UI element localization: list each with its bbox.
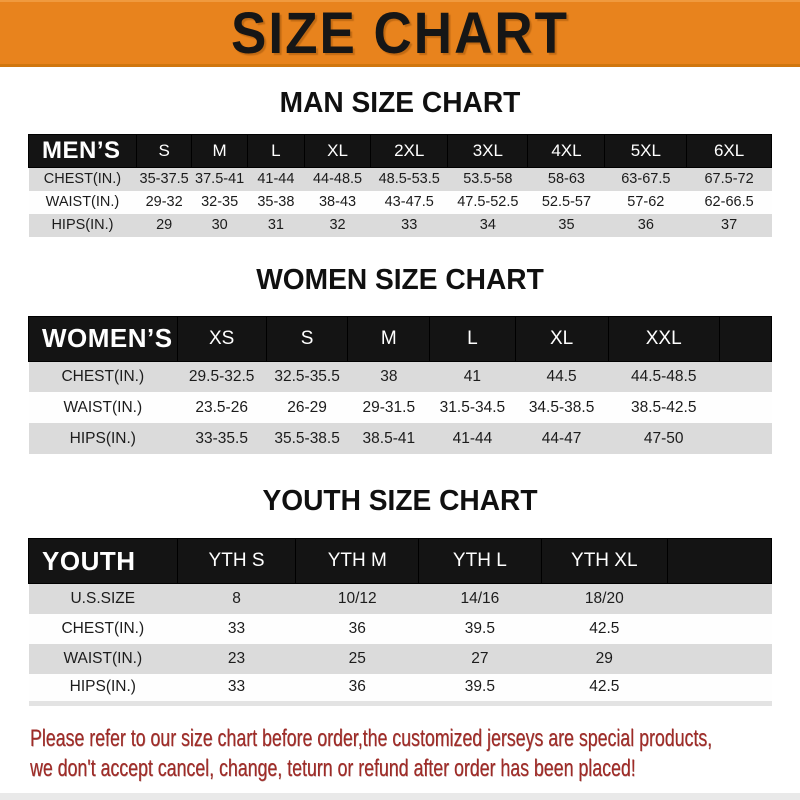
table-header-row bbox=[29, 316, 772, 361]
column-header: 6XL bbox=[687, 135, 772, 168]
size-value: 34.5-38.5 bbox=[515, 392, 608, 423]
size-value: 29-32 bbox=[136, 191, 191, 214]
size-value: 42.5 bbox=[541, 674, 667, 704]
women-section-heading: WOMEN SIZE CHART bbox=[256, 263, 544, 296]
size-value: 31.5-34.5 bbox=[430, 392, 515, 423]
spacer-cell bbox=[667, 584, 771, 614]
table-row bbox=[29, 191, 772, 214]
bottom-edge-strip bbox=[0, 793, 800, 800]
youth-size-table bbox=[28, 538, 772, 706]
column-header: XL bbox=[515, 316, 608, 361]
table-header-row bbox=[29, 135, 772, 168]
size-value: 47-50 bbox=[608, 423, 719, 454]
women-size-table bbox=[28, 316, 772, 455]
row-label: HIPS(IN.) bbox=[29, 674, 178, 704]
size-value: 35-38 bbox=[247, 191, 304, 214]
table-row bbox=[29, 168, 772, 191]
size-value: 14/16 bbox=[419, 584, 542, 614]
size-value: 32.5-35.5 bbox=[266, 361, 348, 392]
men-size-section bbox=[0, 87, 800, 237]
spacer-cell bbox=[667, 644, 771, 674]
size-value: 32 bbox=[304, 214, 370, 237]
size-value: 10/12 bbox=[296, 584, 419, 614]
column-header: 3XL bbox=[448, 135, 528, 168]
column-header: YTH S bbox=[177, 539, 296, 584]
disclaimer-line-2: we don't accept cancel, change, teturn or refund after order has been placed! bbox=[30, 755, 636, 782]
size-value: 30 bbox=[192, 214, 247, 237]
table-row bbox=[29, 674, 772, 704]
row-label: HIPS(IN.) bbox=[29, 214, 137, 237]
size-value: 8 bbox=[177, 584, 296, 614]
spacer-cell bbox=[719, 423, 771, 454]
disclaimer bbox=[30, 724, 800, 784]
column-header: YTH M bbox=[296, 539, 419, 584]
column-header: XL bbox=[304, 135, 370, 168]
size-value: 63-67.5 bbox=[605, 168, 687, 191]
size-value: 29-31.5 bbox=[348, 392, 430, 423]
size-value: 43-47.5 bbox=[371, 191, 448, 214]
size-value: 39.5 bbox=[419, 674, 542, 704]
size-value: 44.5 bbox=[515, 361, 608, 392]
size-value: 18/20 bbox=[541, 584, 667, 614]
column-header: 2XL bbox=[371, 135, 448, 168]
size-value: 33 bbox=[371, 214, 448, 237]
size-value: 37 bbox=[687, 214, 772, 237]
table-row bbox=[29, 614, 772, 644]
row-label: WAIST(IN.) bbox=[29, 644, 178, 674]
row-label: CHEST(IN.) bbox=[29, 168, 137, 191]
size-value: 32-35 bbox=[192, 191, 247, 214]
size-value: 33 bbox=[177, 614, 296, 644]
spacer-cell bbox=[667, 614, 771, 644]
size-value: 38.5-41 bbox=[348, 423, 430, 454]
size-value: 44-48.5 bbox=[304, 168, 370, 191]
spacer-cell bbox=[719, 392, 771, 423]
size-value: 57-62 bbox=[605, 191, 687, 214]
size-value: 23 bbox=[177, 644, 296, 674]
youth-section-heading: YOUTH SIZE CHART bbox=[262, 485, 538, 517]
spacer-cell bbox=[667, 539, 771, 584]
size-value: 41 bbox=[430, 361, 515, 392]
size-value: 36 bbox=[296, 674, 419, 704]
table-header-row bbox=[29, 539, 772, 584]
size-value: 37.5-41 bbox=[192, 168, 247, 191]
size-value: 58-63 bbox=[528, 168, 605, 191]
size-value: 33-35.5 bbox=[177, 423, 266, 454]
size-value: 62-66.5 bbox=[687, 191, 772, 214]
men-size-table bbox=[28, 134, 772, 237]
men-section-heading: MAN SIZE CHART bbox=[279, 87, 521, 119]
size-value: 38-43 bbox=[304, 191, 370, 214]
spacer-cell bbox=[719, 316, 771, 361]
size-value: 48.5-53.5 bbox=[371, 168, 448, 191]
table-row bbox=[29, 214, 772, 237]
row-label: WAIST(IN.) bbox=[29, 191, 137, 214]
size-value: 35.5-38.5 bbox=[266, 423, 348, 454]
size-value: 31 bbox=[247, 214, 304, 237]
size-value: 52.5-57 bbox=[528, 191, 605, 214]
table-row bbox=[29, 392, 772, 423]
size-value: 42.5 bbox=[541, 614, 667, 644]
row-label: CHEST(IN.) bbox=[29, 614, 178, 644]
column-header: 5XL bbox=[605, 135, 687, 168]
row-label: HIPS(IN.) bbox=[29, 423, 178, 454]
size-value: 29 bbox=[541, 644, 667, 674]
column-header: M bbox=[192, 135, 247, 168]
size-value: 23.5-26 bbox=[177, 392, 266, 423]
size-value: 39.5 bbox=[419, 614, 542, 644]
table-corner-label: WOMEN’S bbox=[29, 316, 178, 361]
size-value: 29.5-32.5 bbox=[177, 361, 266, 392]
size-value: 44.5-48.5 bbox=[608, 361, 719, 392]
column-header: 4XL bbox=[528, 135, 605, 168]
row-label: WAIST(IN.) bbox=[29, 392, 178, 423]
size-value: 41-44 bbox=[247, 168, 304, 191]
youth-size-section bbox=[0, 485, 800, 706]
size-value: 47.5-52.5 bbox=[448, 191, 528, 214]
column-header: XS bbox=[177, 316, 266, 361]
table-row bbox=[29, 423, 772, 454]
table-row bbox=[29, 361, 772, 392]
row-label: CHEST(IN.) bbox=[29, 361, 178, 392]
column-header: L bbox=[430, 316, 515, 361]
table-corner-label: YOUTH bbox=[29, 539, 178, 584]
size-value: 53.5-58 bbox=[448, 168, 528, 191]
banner-title: SIZE CHART bbox=[231, 0, 569, 66]
size-value: 36 bbox=[605, 214, 687, 237]
size-value: 38 bbox=[348, 361, 430, 392]
table-corner-label: MEN’S bbox=[29, 135, 137, 168]
size-chart-banner bbox=[0, 0, 800, 67]
size-value: 25 bbox=[296, 644, 419, 674]
size-value: 33 bbox=[177, 674, 296, 704]
disclaimer-line-1: Please refer to our size chart before order,the customized jerseys are special products, bbox=[30, 725, 713, 752]
column-header: XXL bbox=[608, 316, 719, 361]
column-header: YTH XL bbox=[541, 539, 667, 584]
size-value: 35-37.5 bbox=[136, 168, 191, 191]
spacer-cell bbox=[667, 674, 771, 704]
spacer-cell bbox=[719, 361, 771, 392]
column-header: S bbox=[136, 135, 191, 168]
size-value: 67.5-72 bbox=[687, 168, 772, 191]
size-value: 35 bbox=[528, 214, 605, 237]
column-header: YTH L bbox=[419, 539, 542, 584]
size-value: 27 bbox=[419, 644, 542, 674]
women-size-section bbox=[0, 264, 800, 455]
table-row bbox=[29, 644, 772, 674]
column-header: M bbox=[348, 316, 430, 361]
column-header: S bbox=[266, 316, 348, 361]
size-value: 38.5-42.5 bbox=[608, 392, 719, 423]
size-value: 44-47 bbox=[515, 423, 608, 454]
table-row bbox=[29, 584, 772, 614]
size-value: 29 bbox=[136, 214, 191, 237]
column-header: L bbox=[247, 135, 304, 168]
size-value: 34 bbox=[448, 214, 528, 237]
size-value: 41-44 bbox=[430, 423, 515, 454]
size-value: 26-29 bbox=[266, 392, 348, 423]
row-label: U.S.SIZE bbox=[29, 584, 178, 614]
size-value: 36 bbox=[296, 614, 419, 644]
